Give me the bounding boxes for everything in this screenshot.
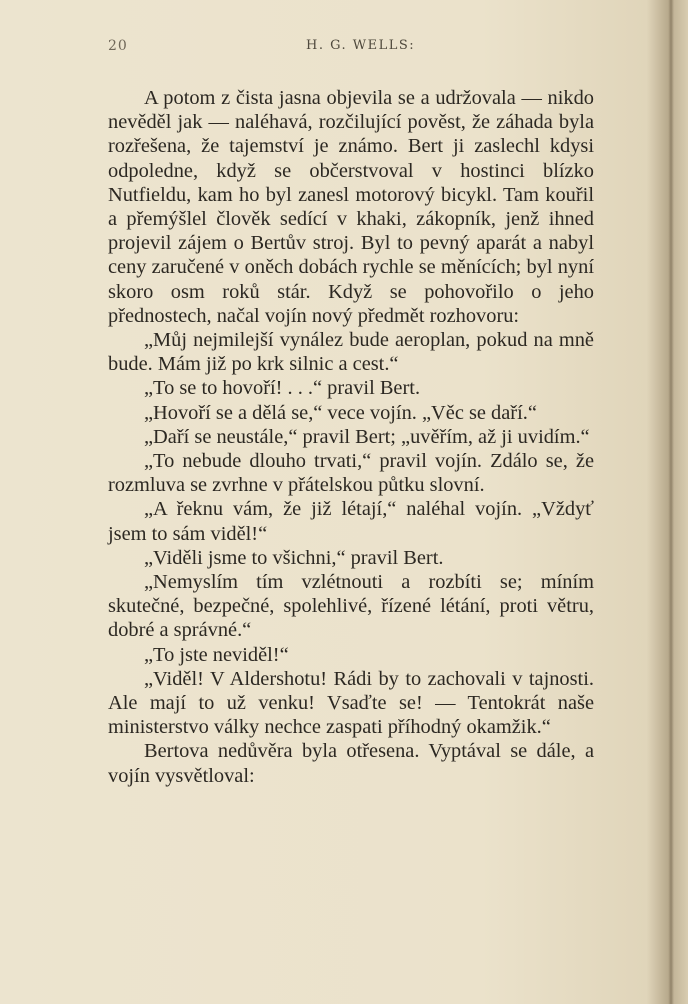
paragraph: „Viděli jsme to všichni,“ pravil Bert. [144,546,444,569]
paragraph: „Viděl! V Aldershotu! Rádi by to zachovali v tajnosti. Ale mají to už venku! Vsaďte se! — Tentokrát naše ministerstvo války nechce zaspati příhodný okamžik.“ [108,667,594,739]
paragraph: A potom z čista jasna objevila se a udržovala — nikdo nevěděl jak — naléhavá, rozčilující pověst, že záhada byla rozřešena, že tajemství je známo. Bert ji zaslechl kdysi odpoledne, když se občerstvoval v hostinci blízko Nutfieldu, kam ho byl zanesl motorový bicykl. Tam kouřil a přemýšlel člověk sedící v khaki, zákopník, jenž ihned projevil zájem o Bertův stroj. Byl to pevný aparát a nabyl ceny zaručené v oněch dobách rychle se měnících; byl nyní skoro osm roků stár. Když se pohovořilo o jeho přednostech, načal vojín nový předmět rozhovoru: [108,87,594,327]
paragraph: „Můj nejmilejší vynález bude aeroplan, pokud na mně bude. Mám již po krk silnic a cest.“ [108,329,594,376]
page-number: 20 [108,38,128,54]
paragraph: „Nemyslím tím vzlétnouti a rozbíti se; míním skutečné, bezpečné, spolehlivé, řízené létání, proti větru, dobré a správné.“ [108,571,594,642]
paragraph: „To nebude dlouho trvati,“ pravil vojín. Zdálo se, že rozmluva se zvrhne v přátelskou půtku slovní. [108,450,594,497]
paragraph: „To jste neviděl!“ [144,643,289,666]
paragraph: „To se to hovoří! . . .“ pravil Bert. [144,377,421,400]
paragraph: „Daří se neustále,“ pravil Bert; „uvěřím, až ji uvidím.“ [144,425,590,448]
paragraph: Bertova nedůvěra byla otřesena. Vyptával se dále, a vojín vysvětloval: [108,740,594,787]
body-text [108,86,594,788]
page-header [108,38,594,58]
paragraph: „Hovoří se a dělá se,“ vece vojín. „Věc se daří.“ [144,401,537,424]
page-gutter-shadow [668,0,674,1004]
paragraph: „A řeknu vám, že již létají,“ naléhal vojín. „Vždyť jsem to sám viděl!“ [108,498,594,545]
running-head: H. G. WELLS: [306,38,416,53]
